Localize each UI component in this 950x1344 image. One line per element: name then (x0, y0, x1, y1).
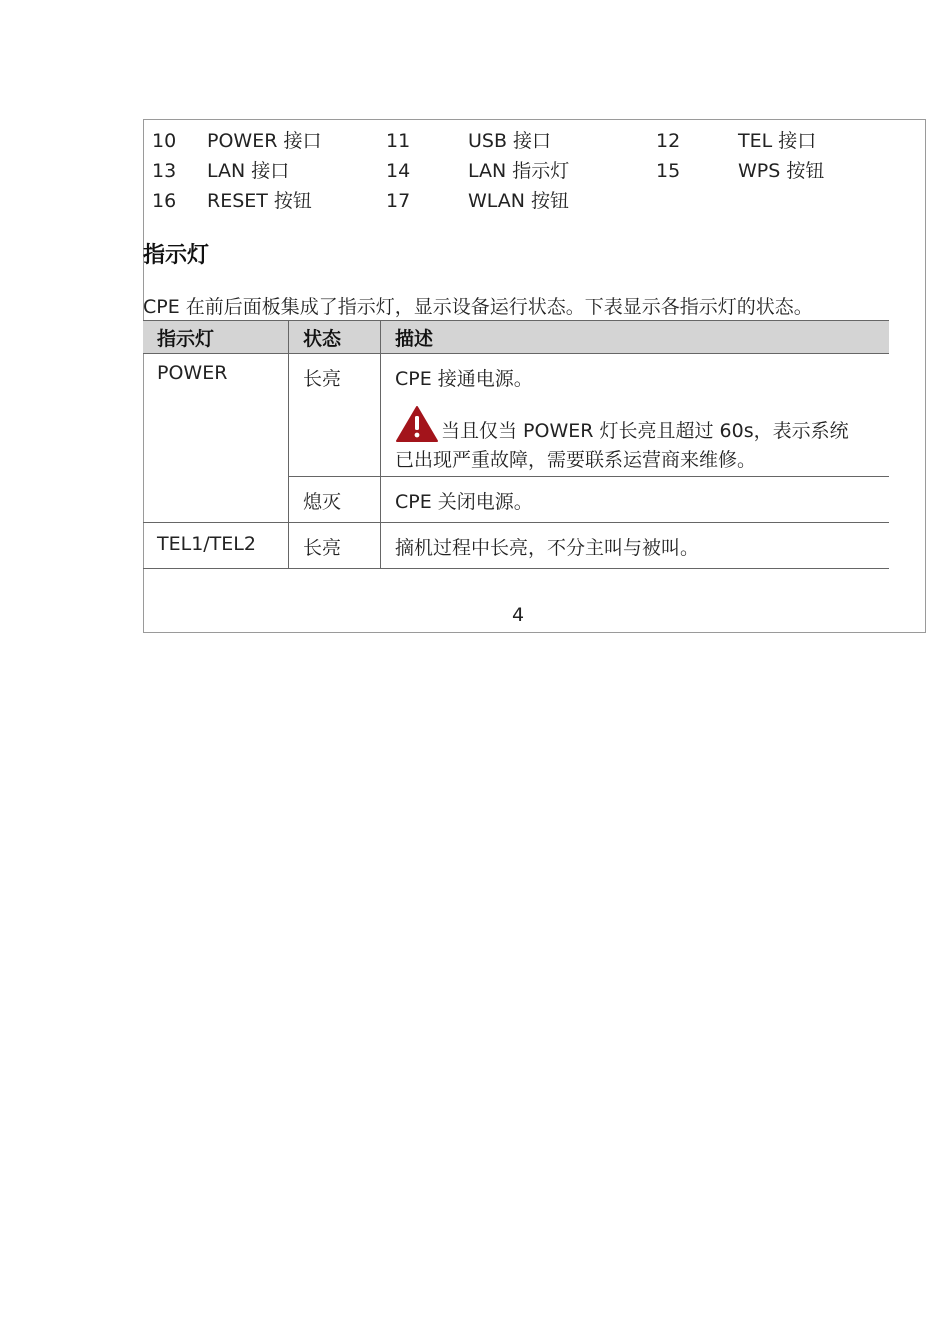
legend-label: USB 接口 (468, 130, 552, 152)
legend-number: 11 (386, 130, 411, 152)
warning-text-continued: 已出现严重故障，需要联系运营商来维修。 (395, 449, 757, 471)
description-text: CPE 接通电源。 (395, 368, 533, 390)
column-header-description: 描述 (381, 321, 890, 354)
warning-text: 当且仅当 POWER 灯长亮且超过 60s，表示系统 (441, 420, 849, 442)
legend-number: 13 (152, 160, 177, 182)
indicator-status-table (143, 320, 889, 569)
legend-label: RESET 按钮 (207, 190, 312, 212)
indicator-name-power: POWER (143, 354, 289, 523)
legend-number: 14 (386, 160, 411, 182)
state-cell: 长亮 (289, 523, 381, 569)
legend-label: LAN 接口 (207, 160, 290, 182)
legend-label: LAN 指示灯 (468, 160, 570, 182)
state-cell: 熄灭 (289, 477, 381, 523)
table-row (143, 354, 889, 477)
legend-number: 17 (386, 190, 411, 212)
legend-label: WPS 按钮 (738, 160, 825, 182)
state-cell: 长亮 (289, 354, 381, 477)
description-cell: CPE 关闭电源。 (381, 477, 890, 523)
legend-number: 12 (656, 130, 681, 152)
legend-label: POWER 接口 (207, 130, 322, 152)
page-number: 4 (512, 604, 525, 626)
legend-number: 15 (656, 160, 681, 182)
indicator-name-tel: TEL1/TEL2 (143, 523, 289, 569)
legend-number: 10 (152, 130, 177, 152)
legend-label: TEL 接口 (738, 130, 817, 152)
column-header-indicator: 指示灯 (143, 321, 289, 354)
table-row (143, 523, 889, 569)
intro-paragraph: CPE 在前后面板集成了指示灯，显示设备运行状态。下表显示各指示灯的状态。 (143, 296, 813, 318)
description-cell (381, 354, 890, 477)
warning-triangle-icon (395, 405, 439, 443)
legend-label: WLAN 按钮 (468, 190, 570, 212)
table-header-row (143, 321, 889, 354)
description-cell: 摘机过程中长亮，不分主叫与被叫。 (381, 523, 890, 569)
column-header-state: 状态 (289, 321, 381, 354)
section-title: 指示灯 (143, 243, 210, 268)
legend-number: 16 (152, 190, 177, 212)
warning-note (395, 405, 879, 443)
